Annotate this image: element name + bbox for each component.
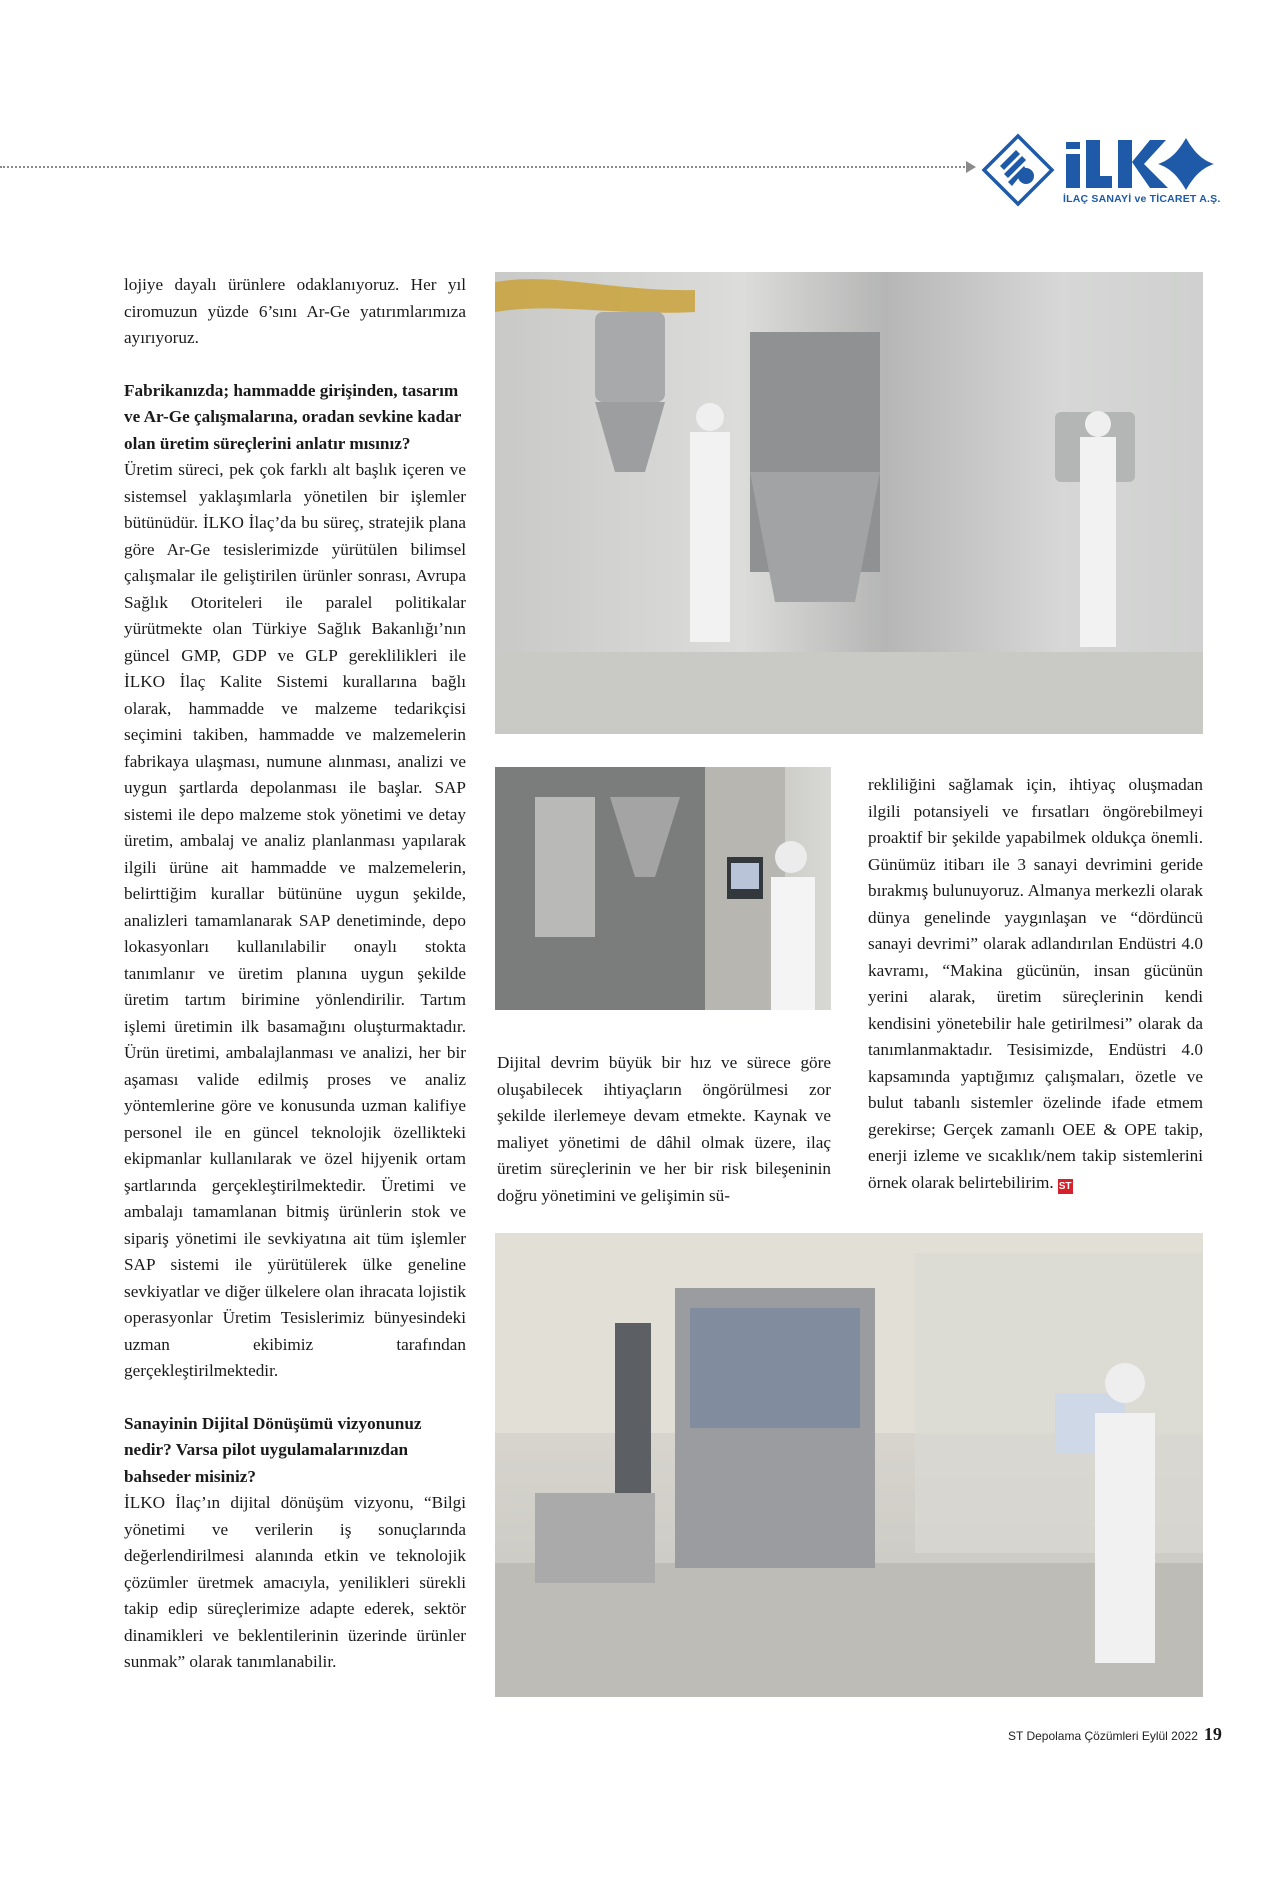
paragraph: İLKO İlaç’ın dijital dönüşüm vizyonu, “Bilgi yönetimi ve verilerin iş sonuçlarında değerlendirilmesi alanında etkin ve teknolojik çözümler üretmek amacıyla, yenilikleri sürekli takip edip süreçlerimize adapte ederek, sektör dinamikleri ve beklentilerinin üzerinde ürünler sunmak” olarak tanımlanabilir.	[124, 1493, 466, 1671]
interview-question: Sanayinin Dijital Dönüşümü vizyonunuz nedir? Varsa pilot uygulamalarınızdan bahseder misiniz?	[124, 1413, 422, 1486]
logo-tagline: İLAÇ SANAYİ ve TİCARET A.Ş.	[1063, 193, 1221, 205]
page-footer	[1008, 1724, 1222, 1745]
interview-question: Fabrikanızda; hammadde girişinden, tasarım ve Ar-Ge çalışmalarına, oradan sevkine kadar olan üretim süreçlerini anlatır mısınız?	[124, 380, 462, 453]
left-column	[124, 272, 466, 1676]
page-number: 19	[1203, 1724, 1222, 1744]
paragraph: lojiye dayalı ürünlere odaklanıyoruz. Her yıl ciromuzun yüzde 6’sını Ar-Ge yatırımlarımıza ayırıyoruz.	[124, 275, 466, 347]
magazine-issue: ST Depolama Çözümleri Eylül 2022	[1008, 1729, 1198, 1743]
arrow-right-icon	[966, 161, 976, 173]
paragraph: Dijital devrim büyük bir hız ve sürece göre oluşabilecek ihtiyaçların öngörülmesi zor şekilde ilerlemeye devam etmekte. Kaynak ve maliyet yönetimi de dâhil olmak üzere, ilaç üretim süreçlerinin ve her bir risk bileşeninin doğru yönetimini ve gelişimin sü-	[497, 1053, 831, 1205]
right-column	[868, 772, 1203, 1196]
paragraph	[868, 772, 1203, 1196]
paragraph-text: rekliliğini sağlamak için, ihtiyaç oluşmadan ilgili potansiyeli ve fırsatları öngörebilmeyi proaktif bir şekilde yapabilmek oldukça önemli. Günümüz itibarı ile 3 sanayi devrimini geride bırakmış bulunuyoruz. Almanya merkezli olarak dünya genelinde yaygınlaşan ve “dördüncü sanayi devrimi” olarak adlandırılan Endüstri 4.0 kavramı, “Makina gücünün, insan gücünün yerini alarak, üretim süreçlerinin kendi kendisini yönetebilir hale getirilmesi” olarak da tanımlanmaktadır. Tesisimizde, Endüstri 4.0 kapsamında yaptığımız çalışmaları, özetle ve bulut tabanlı sistemler özelinde ifade etmem gerekirse; Gerçek zamanlı OEE & OPE takip, enerji izleme ve sıcaklık/nem takip sistemlerini örnek olarak belirtebilirim.	[868, 775, 1203, 1192]
middle-column	[497, 1050, 831, 1209]
st-end-mark-icon: ST	[1058, 1180, 1072, 1192]
photo-capsule-filling-machine	[495, 767, 831, 1010]
photo-fluid-bed-equipment	[495, 272, 1203, 734]
photo-tablet-press-room	[495, 1233, 1203, 1697]
header-dotted-rule	[0, 166, 968, 168]
paragraph: Üretim süreci, pek çok farklı alt başlık içeren ve sistemsel yaklaşımlarla yönetilen bir işlemler bütünüdür. İLKO İlaç’da bu süreç, stratejik plana göre Ar-Ge tesislerimizde yürütülen bilimsel çalışmalar ile geliştirilen ürünler sonrası, Avrupa Sağlık Otoriteleri ile paralel politikalar yürütmekte olan Türkiye Sağlık Bakanlığı’nın güncel GMP, GDP ve GLP gereklilikleri ile İLKO İlaç Kalite Sistemi kurallarına bağlı olarak, hammadde ve malzeme tedarikçisi seçimini takiben, hammadde ve malzemelerin fabrikaya ulaşması, numune alınması, analizi ve uygun şartlarda depolanması ile başlar. SAP sistemi ile depo malzeme stok yönetimi ve detay üretim, ambalaj ve analiz planlanması yapılarak ilgili ürüne ait hammadde ve malzemelerin, belirttiğim kurallar bütününe uygun şekilde, analizleri tamamlanarak SAP denetiminde, depo lokasyonları kullanılabilir onaylı stokta tanımlanır ve üretim planına uygun şekilde üretim tartım birimine yönlendirilir. Tartım işlemi üretimin ilk basamağını oluşturmaktadır. Ürün üretimi, ambalajlanması ve analizi, her bir aşaması valide edilmiş proses ve analiz yöntemlerine göre ve konusunda uzman kalifiye personel ile en güncel teknolojik özellikteki ekipmanlar kullanılarak ve özel hijyenik ortam şartlarında gerçekleştirilmektedir. Üretimi ve ambalajı tamamlanan bitmiş ürünlerin stok ve sipariş yönetimi ile sevkiyatına ait tüm işlemler SAP sistemi ile yürütülerek ülke geneline sevkiyatlar ve diğer ülkelere olan ihracata lojistik operasyonlar Üretim Tesislerimiz bünyesindeki uzman ekibimiz tarafından gerçekleştirilmektedir.	[124, 460, 466, 1380]
